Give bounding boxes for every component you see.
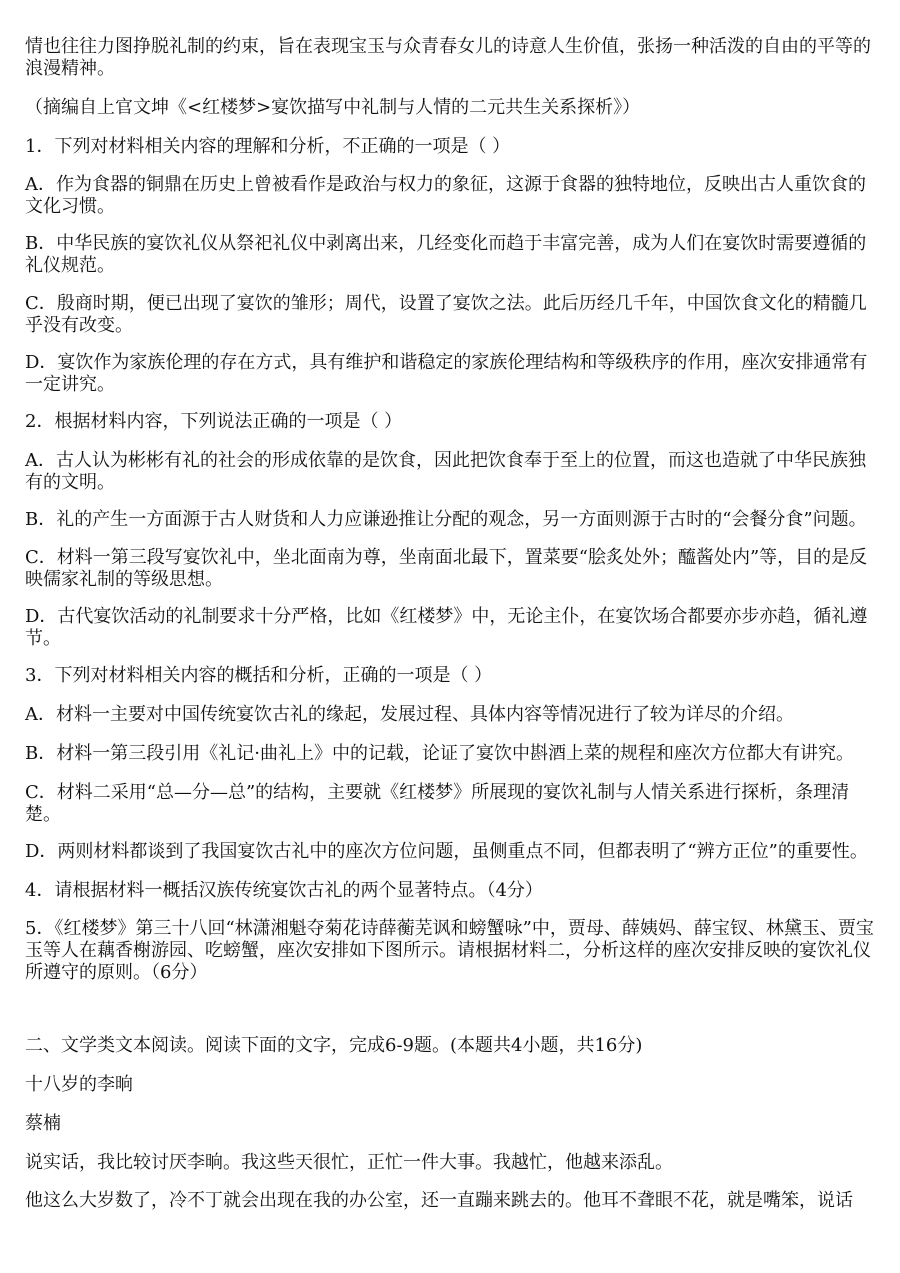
- story-paragraph: 他这么大岁数了，冷不丁就会出现在我的办公室，还一直蹦来跳去的。他耳不聋眼不花，就是嘴笨，说话: [25, 1190, 853, 1211]
- source-citation: （摘编自上官文坤《<红楼梦>宴饮描写中礼制与人情的二元共生关系探析》）: [25, 97, 641, 118]
- story-paragraph: 说实话，我比较讨厌李晌。我这些天很忙，正忙一件大事。我越忙，他越来添乱。: [25, 1152, 673, 1173]
- question-3-stem: 3．下列对材料相关内容的概括和分析，正确的一项是（ ）: [25, 665, 493, 686]
- question-2-option-a: A．古人认为彬彬有礼的社会的形成依靠的是饮食，因此把饮食奉于至上的位置，而这也造就了中华民族独有的文明。: [25, 450, 866, 493]
- question-5-stem: 5．《红楼梦》第三十八回“林潇湘魁夺菊花诗薛蘅芜讽和螃蟹咏”中，贾母、薛姨妈、薛宝钗、林黛玉、贾宝玉等人在藕香榭游园、吃螃蟹，座次安排如下图所示。请根据材料二，分析这样的座次安排反映的宴饮礼仪所遵守的原则。（6分）: [25, 918, 874, 983]
- intro-paragraph: 情也往往力图挣脱礼制的约束，旨在表现宝玉与众青春女儿的诗意人生价值，张扬一种活泼的自由的平等的浪漫精神。: [25, 36, 871, 79]
- question-1-option-d: D．宴饮作为家族伦理的存在方式，具有维护和谐稳定的家族伦理结构和等级秩序的作用，座次安排通常有一定讲究。: [25, 352, 868, 395]
- question-1-stem: 1．下列对材料相关内容的理解和分析，不正确的一项是（ ）: [25, 136, 511, 157]
- section-2-heading: 二、文学类文本阅读。阅读下面的文字，完成6-9题。(本题共4小题，共16分): [25, 1035, 643, 1056]
- question-3-option-b: B．材料一第三段引用《礼记·曲礼上》中的记载，论证了宴饮中斟酒上菜的规程和座次方位都大有讲究。: [25, 743, 854, 764]
- question-4-stem: 4．请根据材料一概括汉族传统宴饮古礼的两个显著特点。（4分）: [25, 880, 543, 901]
- question-2-option-c: C．材料一第三段写宴饮礼中，坐北面南为尊，坐南面北最下，置菜要“脍炙处外；醯酱处内”等，目的是反映儒家礼制的等级思想。: [25, 547, 868, 590]
- question-3-option-c: C．材料二采用“总—分—总”的结构，主要就《红楼梦》所展现的宴饮礼制与人情关系进行探析，条理清楚。: [25, 782, 850, 825]
- story-title: 十八岁的李晌: [25, 1074, 133, 1095]
- question-1-option-b: B．中华民族的宴饮礼仪从祭祀礼仪中剥离出来，几经变化而趋于丰富完善，成为人们在宴饮时需要遵循的礼仪规范。: [25, 233, 867, 276]
- question-2-stem: 2．根据材料内容，下列说法正确的一项是（ ）: [25, 411, 403, 432]
- question-1-option-c: C．殷商时期，便已出现了宴饮的雏形；周代，设置了宴饮之法。此后历经几千年，中国饮食文化的精髓几乎没有改变。: [25, 293, 867, 336]
- story-author: 蔡楠: [25, 1113, 61, 1134]
- question-3-option-a: A．材料一主要对中国传统宴饮古礼的缘起，发展过程、具体内容等情况进行了较为详尽的介绍。: [25, 704, 794, 725]
- question-2-option-b: B．礼的产生一方面源于古人财货和人力应谦逊推让分配的观念，另一方面则源于古时的“会餐分食”问题。: [25, 509, 867, 530]
- question-1-option-a: A．作为食器的铜鼎在历史上曾被看作是政治与权力的象征，这源于食器的独特地位，反映出古人重饮食的文化习惯。: [25, 174, 866, 217]
- question-3-option-d: D．两则材料都谈到了我国宴饮古礼中的座次方位问题，虽侧重点不同，但都表明了“辨方正位”的重要性。: [25, 841, 868, 862]
- question-2-option-d: D．古代宴饮活动的礼制要求十分严格，比如《红楼梦》中，无论主仆，在宴饮场合都要亦步亦趋，循礼遵节。: [25, 606, 868, 649]
